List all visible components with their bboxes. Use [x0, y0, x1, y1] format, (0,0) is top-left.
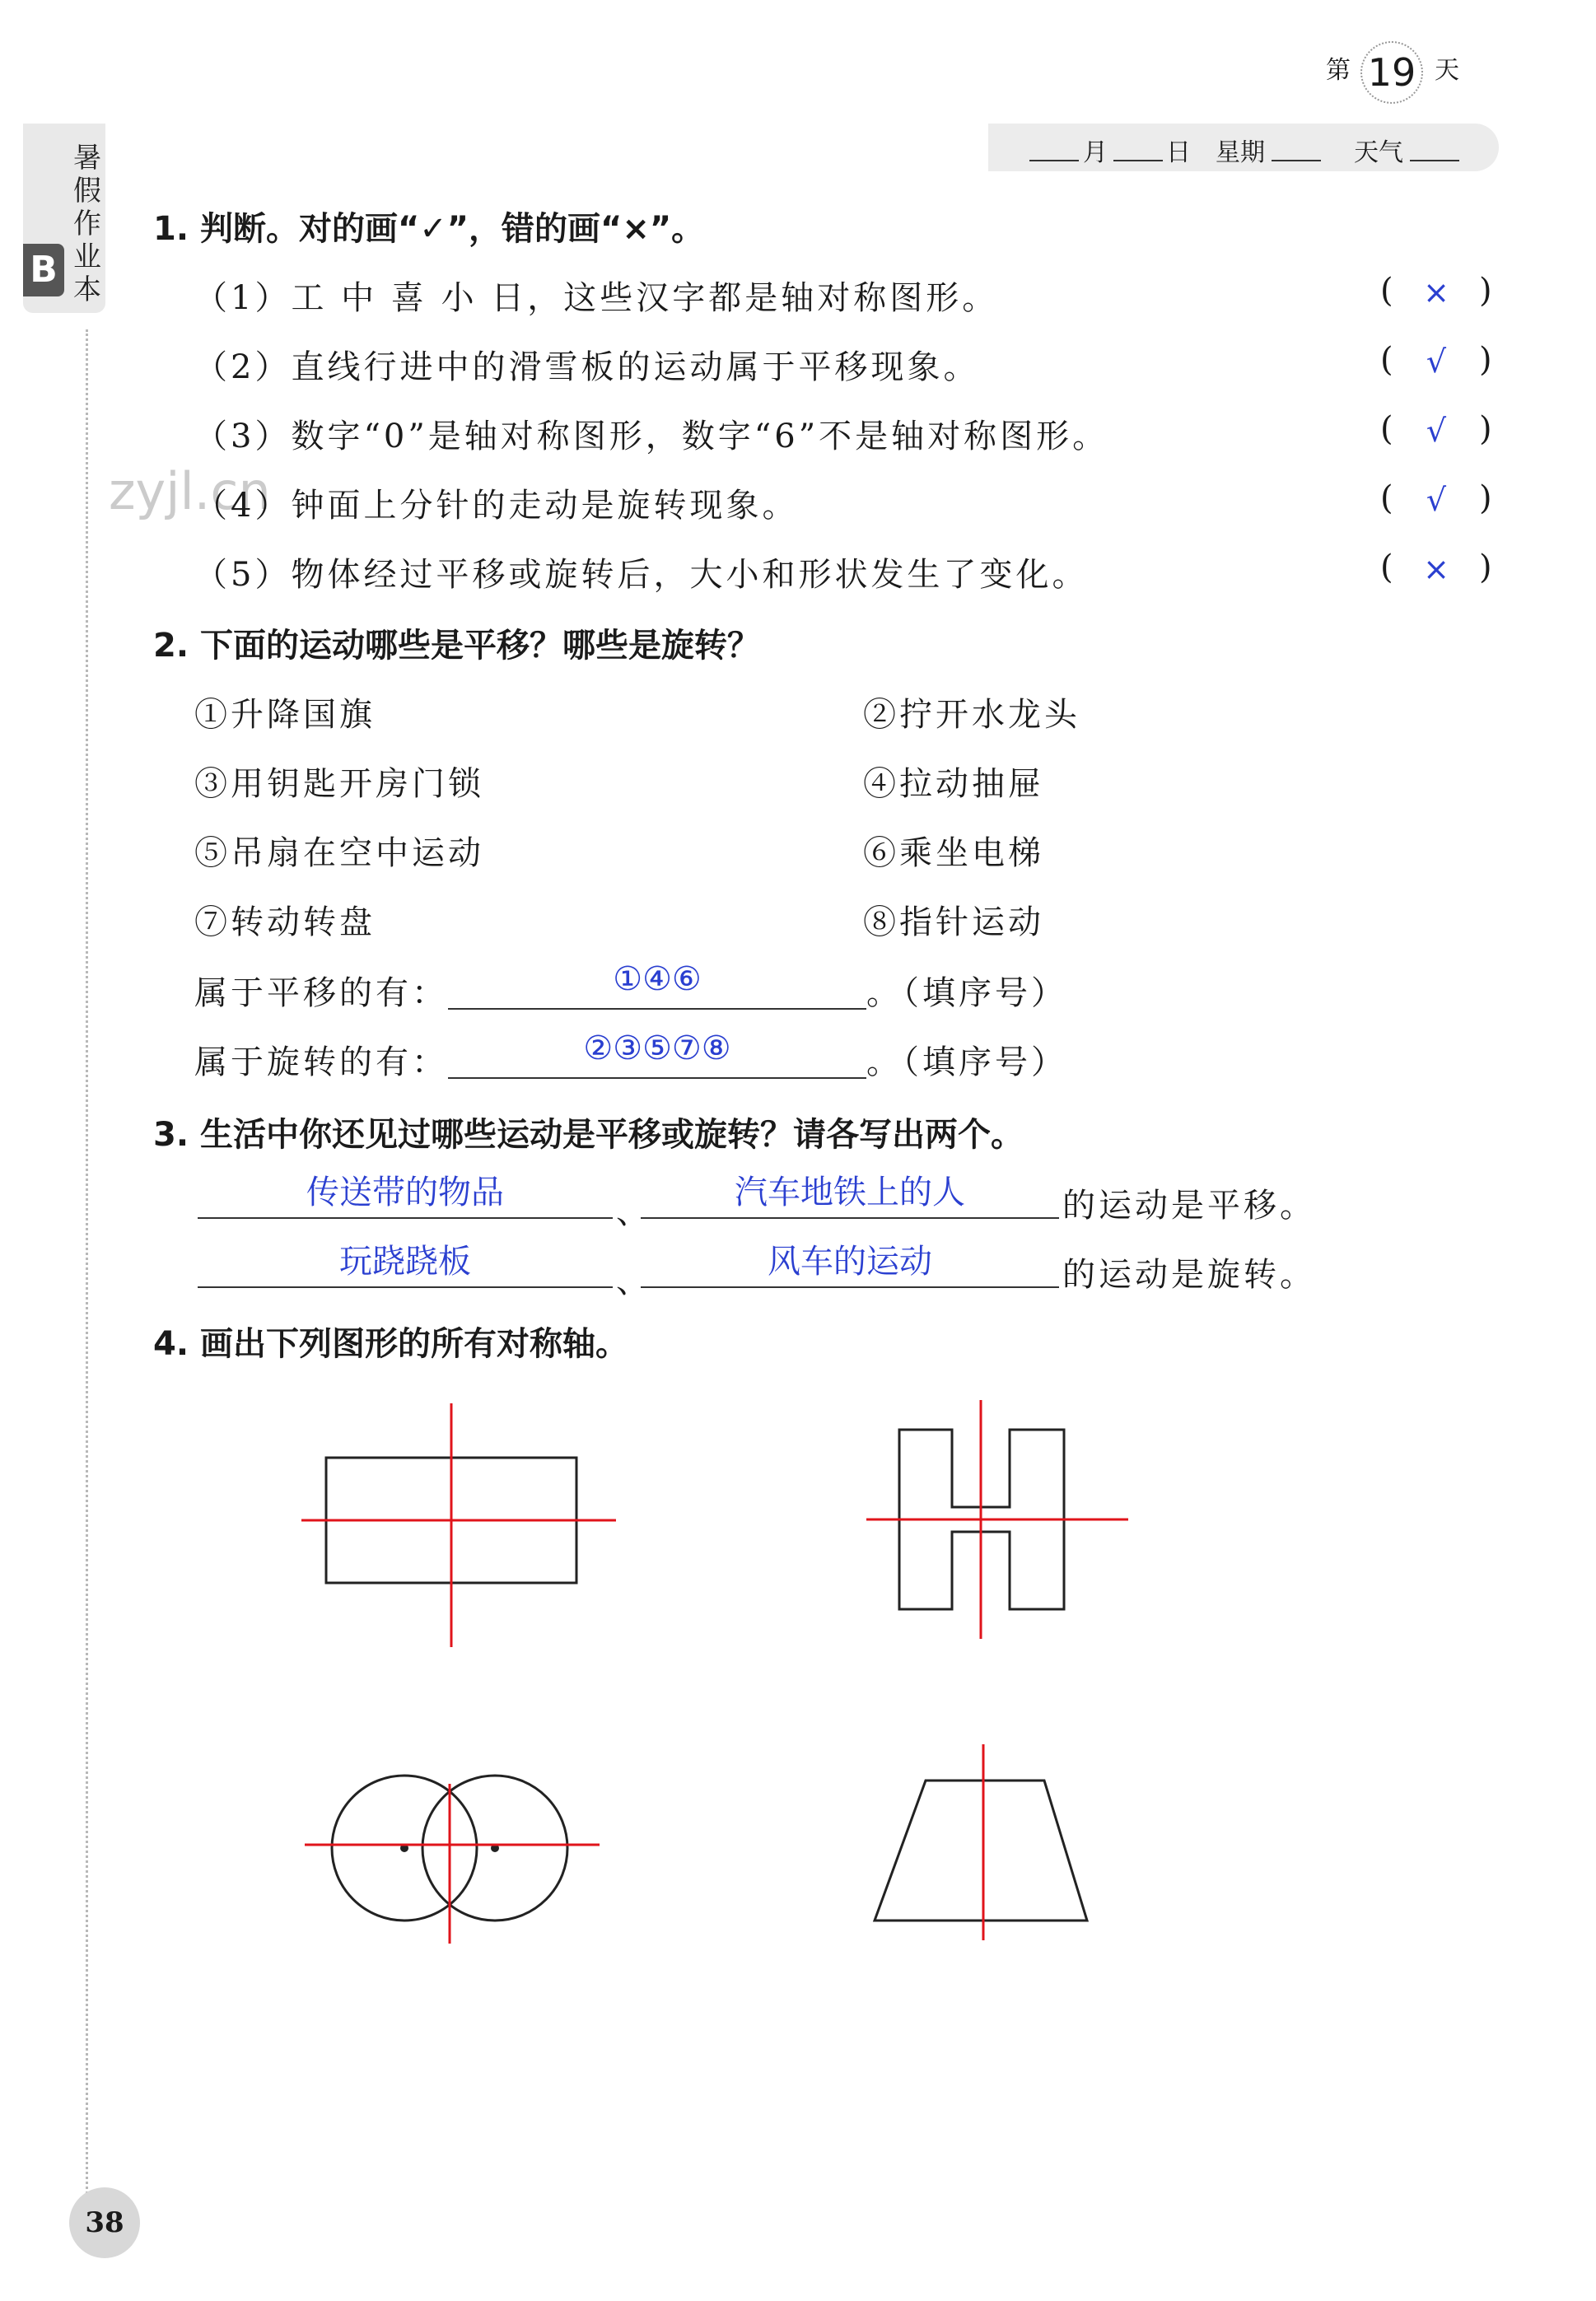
q2-option-3: ③用钥匙开房门锁 — [194, 765, 484, 803]
q1-mark-2: √ — [1426, 343, 1447, 380]
q3-row2-answer-1: 玩跷跷板 — [339, 1243, 471, 1281]
rotation-answer: ②③⑤⑦⑧ — [583, 1029, 731, 1067]
q3-title: 3. 生活中你还见过哪些运动是平移或旋转？请各写出两个。 — [153, 1116, 1024, 1154]
week-label: 星期 — [1216, 138, 1265, 167]
q2-option-7: ⑦转动转盘 — [194, 903, 376, 941]
q3-row2-suffix: 的运动是旋转。 — [1062, 1256, 1316, 1294]
q1-mark-1: × — [1423, 274, 1449, 310]
rotation-label: 属于旋转的有： — [194, 1043, 448, 1081]
q1-item-1: （1）工 中 喜 小 日，这些汉字都是轴对称图形。 — [194, 279, 999, 317]
page-number-badge — [69, 2187, 140, 2258]
q1-paren-close-4: ) — [1479, 479, 1492, 517]
q2-option-8: ⑧指针运动 — [863, 903, 1044, 941]
q1-mark-5: × — [1423, 551, 1449, 587]
two-circles-figure — [305, 1776, 600, 1944]
rectangle-figure — [301, 1403, 616, 1647]
q4-title: 4. 画出下列图形的所有对称轴。 — [153, 1325, 628, 1363]
q1-item-4: （4）钟面上分针的走动是旋转现象。 — [194, 487, 799, 525]
weather-label: 天气 — [1354, 138, 1403, 167]
day-suffix: 天 — [1435, 56, 1459, 85]
q1-title: 1. 判断。对的画“✓”，错的画“×”。 — [153, 210, 705, 248]
watermark: zyjl.cn — [109, 461, 271, 521]
translation-answer: ①④⑥ — [613, 960, 702, 998]
translation-fill-hint: 。（填序号） — [866, 974, 1067, 1012]
q1-paren-open-1: ( — [1380, 272, 1393, 310]
q2-option-6: ⑥乘坐电梯 — [863, 834, 1044, 872]
trapezoid-figure — [875, 1744, 1087, 1940]
q1-paren-close-1: ) — [1479, 272, 1492, 310]
q1-item-3: （3）数字“0”是轴对称图形，数字“6”不是轴对称图形。 — [194, 418, 1109, 455]
q3-row1-answer-2: 汽车地铁上的人 — [735, 1174, 965, 1211]
page-number: 38 — [85, 2206, 124, 2239]
q1-mark-4: √ — [1426, 482, 1447, 518]
q1-paren-open-2: ( — [1380, 341, 1393, 379]
day-prefix: 第 — [1326, 56, 1351, 85]
q1-paren-open-3: ( — [1380, 410, 1393, 448]
q1-paren-open-4: ( — [1380, 479, 1393, 517]
q3-row2-answer-2: 风车的运动 — [768, 1243, 932, 1281]
q2-title: 2. 下面的运动哪些是平移？哪些是旋转？ — [153, 627, 760, 665]
q1-item-2: （2）直线行进中的滑雪板的运动属于平移现象。 — [194, 348, 980, 386]
q1-paren-close-3: ) — [1479, 410, 1492, 448]
date-label: 日 — [1166, 138, 1191, 167]
q3-row1-suffix: 的运动是平移。 — [1062, 1187, 1316, 1225]
translation-label: 属于平移的有： — [194, 974, 448, 1012]
q2-option-2: ②拧开水龙头 — [863, 696, 1080, 734]
q1-paren-close-5: ) — [1479, 548, 1492, 586]
h-letter-figure — [866, 1400, 1128, 1639]
month-label: 月 — [1083, 138, 1108, 167]
q3-row1-answer-1: 传送带的物品 — [306, 1174, 504, 1211]
q1-paren-open-5: ( — [1380, 548, 1393, 586]
tab-letter-text: B — [30, 249, 58, 291]
q1-item-5: （5）物体经过平移或旋转后，大小和形状发生了变化。 — [194, 556, 1089, 594]
rotation-fill-hint: 。（填序号） — [866, 1043, 1067, 1081]
book-title-text: 暑假作业本 — [73, 142, 101, 306]
trapezoid-shape — [875, 1781, 1087, 1921]
q1-mark-3: √ — [1426, 413, 1447, 449]
q2-option-4: ④拉动抽屉 — [863, 765, 1044, 803]
q2-option-1: ①升降国旗 — [194, 696, 376, 734]
q3-row2-separator: 、 — [616, 1263, 652, 1300]
q1-paren-close-2: ) — [1479, 341, 1492, 379]
q2-option-5: ⑤吊扇在空中运动 — [194, 834, 484, 872]
day-number: 19 — [1367, 50, 1416, 95]
q3-row1-separator: 、 — [616, 1193, 652, 1231]
